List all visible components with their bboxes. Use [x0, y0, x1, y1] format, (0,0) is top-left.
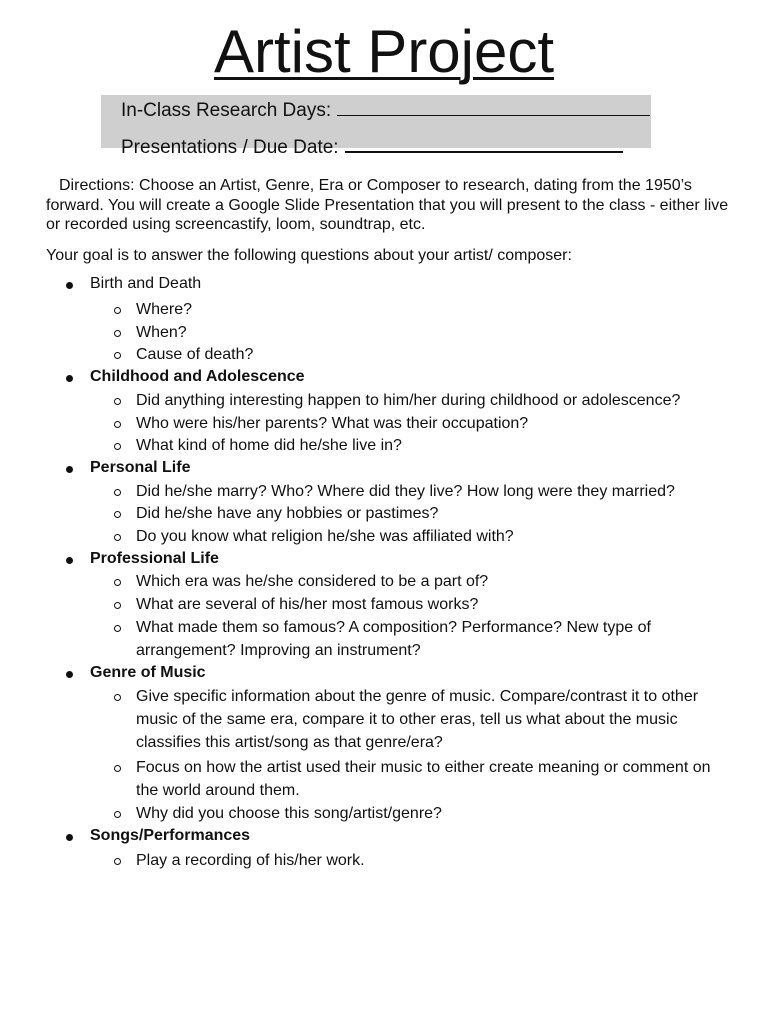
question-item	[136, 849, 736, 872]
question-item	[136, 343, 736, 366]
hollow-bullet-icon	[114, 694, 121, 701]
question-item	[136, 389, 736, 412]
hollow-bullet-icon	[114, 421, 121, 428]
hollow-bullet-icon	[114, 625, 121, 632]
hollow-bullet-icon	[114, 398, 121, 405]
bullet-icon	[66, 375, 73, 382]
question-text: What are several of his/her most famous works?	[136, 596, 479, 613]
page-title	[0, 14, 768, 90]
topic-label: Personal Life	[90, 459, 191, 476]
due-date-line	[121, 133, 623, 159]
question-item	[136, 593, 736, 616]
question-item	[136, 525, 736, 548]
research-days-line	[121, 97, 650, 122]
question-item	[136, 802, 736, 825]
hollow-bullet-icon	[114, 811, 121, 818]
topic-songs-performances	[90, 826, 250, 846]
question-text: Focus on how the artist used their music to either create meaning or comment on the world around them.	[136, 759, 711, 799]
research-days-blank	[337, 97, 650, 116]
research-days-label: In-Class Research Days:	[121, 100, 332, 121]
question-text: Did anything interesting happen to him/her during childhood or adolescence?	[136, 392, 681, 409]
hollow-bullet-icon	[114, 579, 121, 586]
topic-childhood-and-adolescence	[90, 367, 305, 387]
question-text: Which era was he/she considered to be a part of?	[136, 573, 489, 590]
topic-professional-life	[90, 549, 219, 569]
hollow-bullet-icon	[114, 489, 121, 496]
topic-personal-life	[90, 458, 190, 478]
topic-label: Birth and Death	[90, 275, 202, 292]
question-item	[136, 321, 736, 344]
question-text: Did he/she have any hobbies or pastimes?	[136, 505, 439, 522]
question-item	[136, 412, 736, 435]
question-item	[136, 756, 736, 802]
topic-birth-and-death	[90, 274, 201, 294]
question-item	[136, 480, 736, 503]
hollow-bullet-icon	[114, 602, 121, 609]
question-text: Do you know what religion he/she was affiliated with?	[136, 528, 514, 545]
topic-label: Professional Life	[90, 550, 219, 567]
question-text: When?	[136, 324, 187, 341]
question-text: Play a recording of his/her work.	[136, 852, 365, 869]
topic-label: Songs/Performances	[90, 827, 251, 844]
bullet-icon	[66, 671, 73, 678]
topic-genre-of-music	[90, 663, 206, 683]
question-item	[136, 685, 726, 754]
page-title-text: Artist Project	[213, 18, 555, 85]
hollow-bullet-icon	[114, 330, 121, 337]
bullet-icon	[66, 466, 73, 473]
due-date-blank	[345, 133, 623, 153]
question-text: Did he/she marry? Who? Where did they live? How long were they married?	[136, 483, 675, 500]
hollow-bullet-icon	[114, 511, 121, 518]
question-text: Give specific information about the genre of music. Compare/contrast it to other music of the same era, compare it to other eras, tell us what about the music classifies this artist/song as that genre/era?	[136, 688, 699, 751]
bullet-icon	[66, 557, 73, 564]
directions-paragraph: Directions: Choose an Artist, Genre, Era or Composer to research, dating from the 1950’s forward. You will create a Google Slide Presentation that you will present to the class - either live or recorded using screencastify, loom, soundtrap, etc.	[46, 177, 729, 233]
hollow-bullet-icon	[114, 443, 121, 450]
bullet-icon	[66, 282, 73, 289]
question-item	[136, 502, 736, 525]
question-item	[136, 298, 736, 321]
hollow-bullet-icon	[114, 352, 121, 359]
hollow-bullet-icon	[114, 765, 121, 772]
bullet-icon	[66, 834, 73, 841]
topic-label: Childhood and Adolescence	[90, 368, 305, 385]
question-item	[136, 434, 736, 457]
question-text: Why did you choose this song/artist/genre?	[136, 805, 442, 822]
question-item	[136, 570, 736, 593]
hollow-bullet-icon	[114, 307, 121, 314]
question-text: Who were his/her parents? What was their occupation?	[136, 415, 529, 432]
question-text: Cause of death?	[136, 346, 254, 363]
hollow-bullet-icon	[114, 858, 121, 865]
due-date-label: Presentations / Due Date:	[121, 137, 339, 158]
question-text: Where?	[136, 301, 193, 318]
hollow-bullet-icon	[114, 534, 121, 541]
question-item	[136, 616, 696, 662]
question-text: What made them so famous? A composition? Performance? New type of arrangement? Improving an instrument?	[136, 619, 651, 659]
question-text: What kind of home did he/she live in?	[136, 437, 402, 454]
topic-label: Genre of Music	[90, 664, 206, 681]
goal-statement: Your goal is to answer the following questions about your artist/ composer:	[46, 247, 572, 264]
